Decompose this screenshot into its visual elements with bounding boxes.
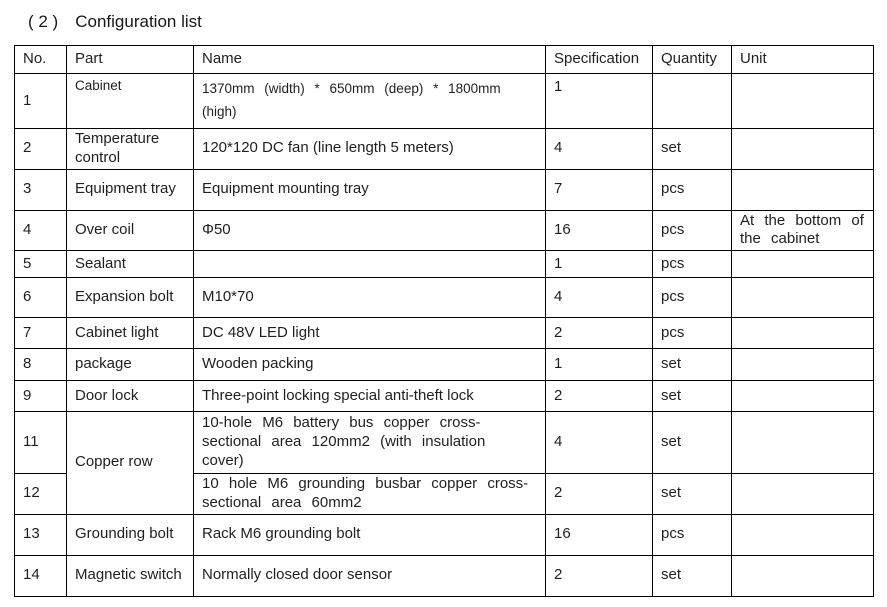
cell-part: Equipment tray [67,169,194,210]
cell-unit [732,129,874,170]
cell-name: M10*70 [194,278,546,318]
cell-specification: 2 [546,381,653,412]
cell-part: Cabinet light [67,318,194,349]
cell-unit [732,381,874,412]
cell-no: 4 [15,210,67,251]
section-title-index: ( 2 ) [28,12,59,31]
cell-specification: 2 [546,555,653,596]
cell-name [194,251,546,278]
cell-no: 7 [15,318,67,349]
cell-unit: At the bottom of the cabinet [732,210,874,251]
cell-name: DC 48V LED light [194,318,546,349]
cell-name: 120*120 DC fan (line length 5 meters) [194,129,546,170]
table-row [15,318,874,349]
cell-unit [732,318,874,349]
cell-specification: 2 [546,474,653,515]
table-row [15,169,874,210]
cell-specification: 16 [546,514,653,555]
header-part: Part [67,46,194,74]
cell-quantity: pcs [653,210,732,251]
table-row [15,74,874,129]
cell-quantity: pcs [653,278,732,318]
configuration-table [14,45,874,597]
cell-quantity: pcs [653,514,732,555]
cell-quantity: set [653,412,732,474]
cell-specification: 4 [546,278,653,318]
cell-part: Copper row [67,412,194,515]
cell-part: Temperature control [67,129,194,170]
table-row [15,278,874,318]
cell-specification: 4 [546,129,653,170]
cell-no: 1 [15,74,67,129]
cell-name: 10-hole M6 battery bus copper cross-sectional area 120mm2 (with insulation cover) [194,412,546,474]
cell-quantity: set [653,349,732,381]
cell-no: 13 [15,514,67,555]
cell-quantity [653,74,732,129]
cell-name: 1370mm (width) * 650mm (deep) * 1800mm (high) [194,74,546,129]
table-row [15,251,874,278]
cell-no: 2 [15,129,67,170]
cell-unit [732,251,874,278]
cell-part: Cabinet [67,74,194,129]
cell-part: Over coil [67,210,194,251]
cell-specification: 1 [546,251,653,278]
cell-unit [732,555,874,596]
cell-no: 9 [15,381,67,412]
cell-quantity: set [653,381,732,412]
cell-part: Magnetic switch [67,555,194,596]
cell-no: 6 [15,278,67,318]
cell-quantity: pcs [653,251,732,278]
cell-unit [732,349,874,381]
cell-specification: 7 [546,169,653,210]
table-row [15,412,874,474]
cell-no: 12 [15,474,67,515]
cell-part: Door lock [67,381,194,412]
cell-specification: 16 [546,210,653,251]
cell-part: Expansion bolt [67,278,194,318]
table-row [15,349,874,381]
table-row [15,381,874,412]
cell-quantity: set [653,129,732,170]
cell-specification: 2 [546,318,653,349]
cell-unit [732,169,874,210]
section-title-text: Configuration list [75,12,202,31]
cell-no: 5 [15,251,67,278]
cell-unit [732,514,874,555]
cell-quantity: set [653,555,732,596]
header-no: No. [15,46,67,74]
cell-quantity: pcs [653,169,732,210]
section-title [28,12,873,32]
cell-specification: 1 [546,349,653,381]
cell-name: Three-point locking special anti-theft lock [194,381,546,412]
header-unit: Unit [732,46,874,74]
cell-part: Grounding bolt [67,514,194,555]
cell-unit [732,474,874,515]
cell-unit [732,412,874,474]
header-quantity: Quantity [653,46,732,74]
cell-specification: 1 [546,74,653,129]
header-specification: Specification [546,46,653,74]
cell-part: Sealant [67,251,194,278]
table-row [15,555,874,596]
cell-specification: 4 [546,412,653,474]
header-name: Name [194,46,546,74]
cell-unit [732,74,874,129]
cell-name: Equipment mounting tray [194,169,546,210]
cell-name: Rack M6 grounding bolt [194,514,546,555]
cell-name: Wooden packing [194,349,546,381]
cell-no: 11 [15,412,67,474]
cell-unit [732,278,874,318]
table-header-row [15,46,874,74]
table-row [15,210,874,251]
cell-quantity: set [653,474,732,515]
cell-no: 14 [15,555,67,596]
table-row [15,514,874,555]
cell-no: 3 [15,169,67,210]
table-row [15,129,874,170]
cell-name: Φ50 [194,210,546,251]
cell-name: Normally closed door sensor [194,555,546,596]
cell-no: 8 [15,349,67,381]
cell-name: 10 hole M6 grounding busbar copper cross-sectional area 60mm2 [194,474,546,515]
cell-quantity: pcs [653,318,732,349]
cell-part: package [67,349,194,381]
